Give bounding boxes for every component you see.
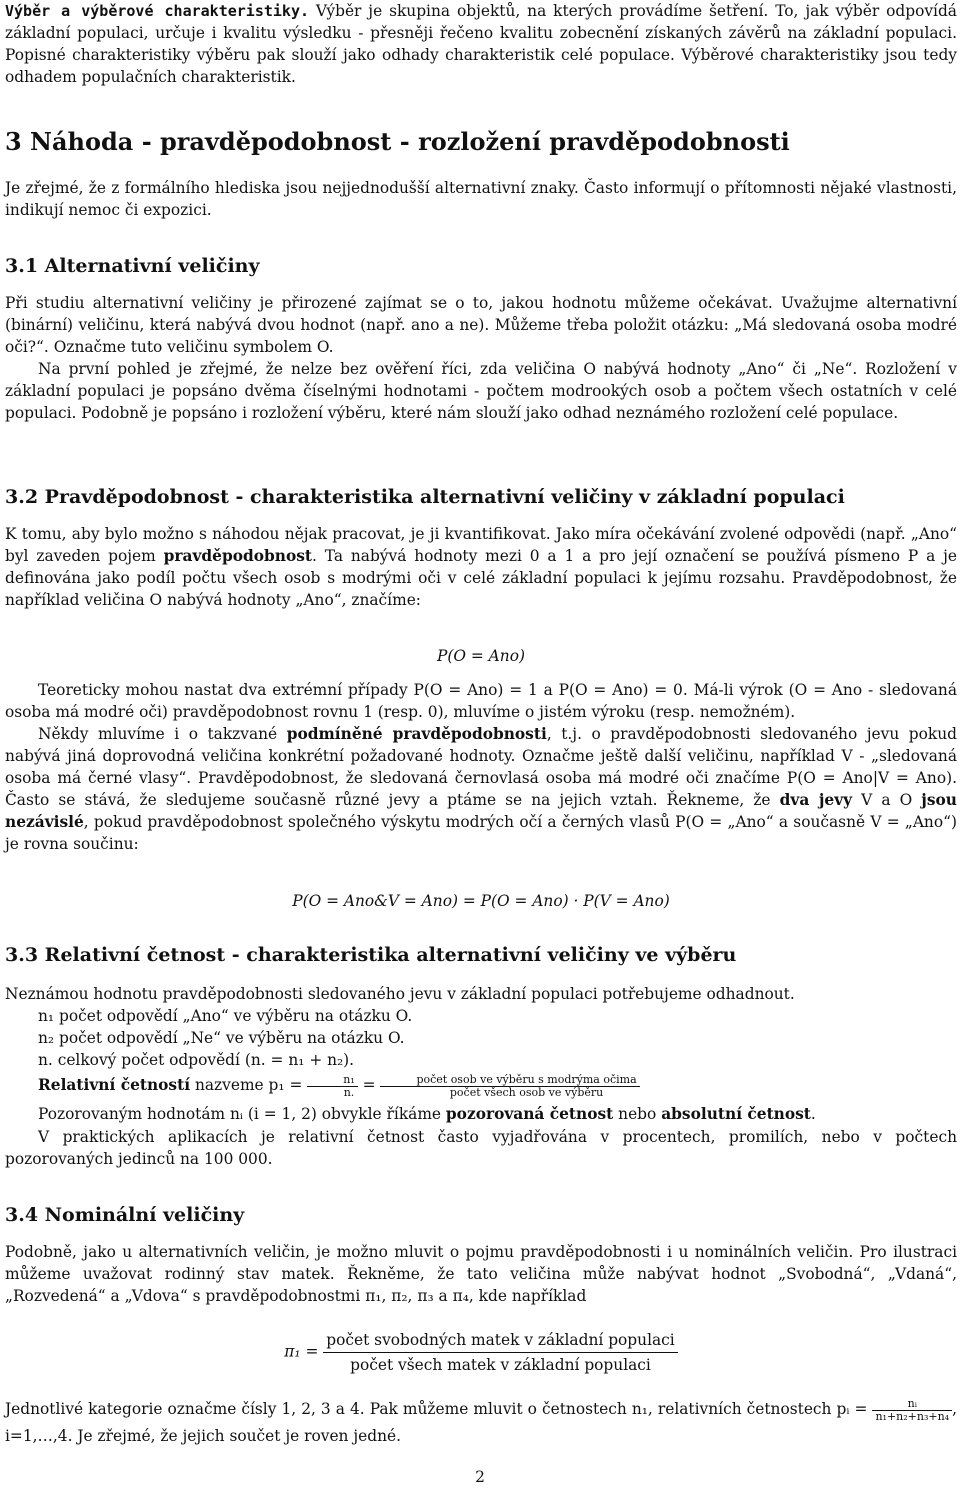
term-conditional-probability: podmíněné pravděpodobnosti xyxy=(286,725,547,743)
fraction-denominator: n. xyxy=(343,1085,355,1099)
section-3-3-paragraph-3: V praktických aplikacích je relativní četnost často vyjadřována v procentech, promilích, nebo v počtech pozorovaných jedinců na 100 000. xyxy=(5,1128,957,1168)
text-run: Jednotlivé kategorie označme čísly 1, 2, 3 a 4. Pak můžeme mluvit o četnostech n₁, relativních četnostech pᵢ = xyxy=(5,1400,873,1418)
relative-frequency-definition xyxy=(5,1072,957,1099)
equation-lhs: π₁ = xyxy=(284,1342,319,1361)
fraction-numerator: počet osob ve výběru s modrýma očima xyxy=(380,1074,639,1087)
section-3-2-heading: 3.2 Pravděpodobnost - charakteristika alternativní veličiny v základní populaci xyxy=(5,486,845,508)
term-relative-frequency: Relativní četností xyxy=(38,1076,191,1094)
term-two-events: dva jevy xyxy=(779,791,853,809)
equation-p-o-ano: P(O = Ano) xyxy=(437,647,525,665)
section-3-1-paragraph-1: Při studiu alternativní veličiny je přirozené zajímat se o to, jakou hodnotu můžeme očekávat. Uvažujme alternativní (binární) veličinu, která nabývá dvou hodnot (např. ano a ne). Můžeme třeba položit otázku: „Má sledovaná osoba modré oči?“. Označme tuto veličinu symbolem O. xyxy=(5,294,957,356)
fraction-denominator: n₁+n₂+n₃+n₄ xyxy=(875,1409,950,1423)
term-absolute-frequency: absolutní četnost xyxy=(661,1105,811,1123)
fraction-unmarried-mothers xyxy=(323,1328,677,1377)
section-3-4-paragraph-2 xyxy=(5,1396,957,1449)
page-number: 2 xyxy=(475,1468,485,1486)
fraction-denominator: počet všech osob ve výběru xyxy=(449,1085,604,1099)
intro-text: Výběr je skupina objektů, na kterých provádíme šetření. To, jak výběr odpovídá základní populaci, určuje i kvalitu výsledku - přesněji řečeno kvalitu zobecnění získaných závěrů na základní populaci. Popisné charakteristiky výběru pak slouží jako odhady charakteristik celé populace. Výběrové charakteristiky jsou tedy odhadem populačních charakteristik. xyxy=(5,2,957,86)
section-3-2-paragraph-3 xyxy=(5,723,957,855)
section-3-heading: 3 Náhoda - pravděpodobnost - rozložení pravděpodobnosti xyxy=(5,127,790,156)
term-probability: pravděpodobnost xyxy=(163,547,312,565)
text-run: nazveme p₁ = xyxy=(190,1076,308,1094)
text-run: . xyxy=(810,1105,816,1123)
intro-paragraph xyxy=(5,0,957,88)
fraction-numerator: nᵢ xyxy=(872,1398,952,1411)
section-3-3-paragraph-2 xyxy=(5,1103,957,1125)
definition-n2: n₂ počet odpovědí „Ne“ ve výběru na otázku O. xyxy=(38,1029,405,1047)
section-3-1-paragraph-2: Na první pohled je zřejmé, že nelze bez ověření říci, zda veličina O nabývá hodnoty „Ano“ či „Ne“. Rozložení v základní populaci je popsáno dvěma číselnými hodnotami - počtem modrookých osob a počtem všech ostatních v celé populaci. Podobně je popsáno i rozložení výběru, které nám slouží jako odhad neznámého rozložení celé populace. xyxy=(5,360,957,422)
definition-n-total: n. celkový počet odpovědí (n. = n₁ + n₂). xyxy=(38,1051,355,1069)
section-3-2-paragraph-2: Teoreticky mohou nastat dva extrémní případy P(O = Ano) = 1 a P(O = Ano) = 0. Má-li výrok (O = Ano - sledovaná osoba má modré oči) pravděpodobnost rovnu 1 (resp. 0), mluvíme o jistém výroku (resp. nemožném). xyxy=(5,681,957,721)
section-3-paragraph: Je zřejmé, že z formálního hlediska jsou nejjednodušší alternativní znaky. Často informují o přítomnosti nějaké vlastnosti, indikují nemoc či expozici. xyxy=(5,179,957,219)
section-3-2-paragraph-1 xyxy=(5,523,957,611)
section-3-1-heading: 3.1 Alternativní veličiny xyxy=(5,255,260,277)
text-run: K tomu, aby bylo možno s náhodou nějak pracovat, je ji kvantifikovat. Jako míra očekávání zvolené odpovědi (např. „Ano“ byl zaveden pojem xyxy=(5,525,957,565)
fraction-text xyxy=(380,1074,639,1099)
text-run: Někdy mluvíme i o takzvané xyxy=(38,725,287,743)
term-observed-frequency: pozorovaná četnost xyxy=(445,1105,614,1123)
text-run: , t.j. o pravděpodobnosti sledovaného jevu pokud nabývá jiná doprovodná veličina konkrétní požadované hodnoty. Označme ještě další veličinu, například V - „sledovaná osoba má černé vlasy“. Pravděpodobnost, že sledovaná černovlasá osoba má modré oči značíme P(O = Ano|V = Ano). Často se stává, že sledujeme současně různé jevy a ptáme se na jejich vztah. Řekneme, že xyxy=(5,725,957,809)
equation-pi1 xyxy=(5,1328,957,1377)
text-run: , i=1,…,4. Je zřejmé, že jejich součet je roven jedné. xyxy=(5,1400,957,1445)
fraction-n1-over-n xyxy=(307,1074,358,1099)
fraction-denominator: počet všech matek v základní populaci xyxy=(350,1356,651,1374)
intro-term: Výběr a výběrové charakteristiky. xyxy=(5,2,310,20)
section-3-3-heading: 3.3 Relativní četnost - charakteristika alternativní veličiny ve výběru xyxy=(5,944,737,966)
equation-independence: P(O = Ano&V = Ano) = P(O = Ano) · P(V = Ano) xyxy=(292,892,670,910)
text-run: Pozorovaným hodnotám nᵢ (i = 1, 2) obvykle říkáme xyxy=(38,1105,446,1123)
section-3-4-heading: 3.4 Nominální veličiny xyxy=(5,1204,245,1226)
fraction-pi xyxy=(872,1398,952,1423)
text-run: = xyxy=(357,1076,381,1094)
text-run: V a O xyxy=(852,791,922,809)
definition-n1: n₁ počet odpovědí „Ano“ ve výběru na otázku O. xyxy=(38,1007,413,1025)
text-run: . Ta nabývá hodnoty mezi 0 a 1 a pro její označení se používá písmeno P a je definována jako podíl počtu všech osob s modrými oči v celé základní populaci k jejímu rozsahu. Pravděpodobnost, že například veličina O nabývá hodnoty „Ano“, značíme: xyxy=(5,547,958,609)
fraction-numerator: n₁ xyxy=(307,1074,358,1087)
term-independent: jsou nezávislé xyxy=(5,791,957,831)
section-3-4-paragraph-1: Podobně, jako u alternativních veličin, je možno mluvit o pojmu pravděpodobnosti i u nominálních veličin. Pro ilustraci můžeme uvažovat rodinný stav matek. Řekněme, že tato veličina může nabývat hodnot „Svobodná“, „Vdaná“, „Rozvedená“ a „Vdova“ s pravděpodobnostmi π₁, π₂, π₃ a π₄, kde například xyxy=(5,1243,957,1305)
text-run: nebo xyxy=(613,1105,662,1123)
text-run: , pokud pravděpodobnost společného výskytu modrých očí a černých vlasů P(O = „Ano“ a současně V = „Ano“) je rovna součinu: xyxy=(5,813,957,853)
fraction-numerator: počet svobodných matek v základní populaci xyxy=(323,1328,677,1353)
section-3-3-paragraph-1: Neznámou hodnotu pravděpodobnosti sledovaného jevu v základní populaci potřebujeme odhadnout. xyxy=(5,985,795,1003)
